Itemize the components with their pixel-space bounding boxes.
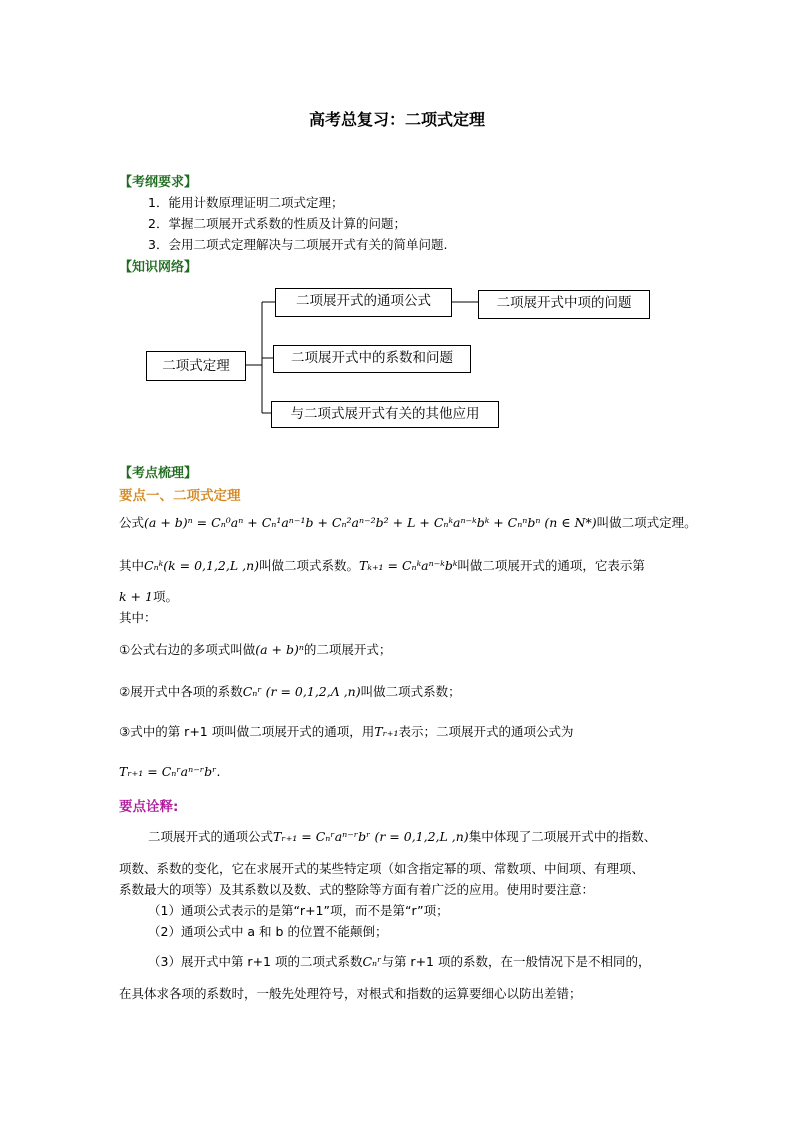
binomial-theorem-formula: 公式(a + b)ⁿ = Cₙ⁰aⁿ + Cₙ¹aⁿ⁻¹b + Cₙ²aⁿ⁻²b² + L + Cₙᵏaⁿ⁻ᵏbᵏ + Cₙⁿbⁿ (n ∈ N*)叫做二项式定理。 — [119, 515, 697, 530]
explain-paragraph-line-2: 项数、系数的变化，它在求展开式的某些特定项（如含指定幂的项、常数项、中间项、有理项、 — [119, 861, 645, 876]
requirement-item-2: 2．掌握二项展开式系数的性质及计算的问题； — [148, 216, 406, 231]
coefficient-definition: 其中Cₙᵏ(k = 0,1,2,L ,n)叫做二项式系数。Tₖ₊₁ = Cₙᵏaⁿ⁻ᵏbᵏ叫做二项展开式的通项，它表示第 — [119, 558, 645, 573]
page-title: 高考总复习：二项式定理 — [308, 110, 485, 129]
tip-3: （3）展开式中第 r+1 项的二项式系数Cₙʳ与第 r+1 项的系数，在一般情况下是不相同的， — [148, 954, 651, 969]
network-branch-other-applications: 与二项式展开式有关的其他应用 — [271, 401, 499, 428]
explain-paragraph-line-1: 二项展开式的通项公式Tᵣ₊₁ = Cₙʳaⁿ⁻ʳbʳ (r = 0,1,2,L ,n)集中体现了二项展开式中的指数、 — [148, 829, 657, 844]
note-3: ③式中的第 r+1 项叫做二项展开式的通项，用Tᵣ₊₁表示；二项展开式的通项公式为 — [119, 724, 574, 739]
network-heading: 【知识网络】 — [119, 260, 198, 275]
network-leaf-term-problems: 二项展开式中项的问题 — [478, 290, 650, 319]
notes-title: 要点诠释: — [119, 799, 179, 815]
explain-paragraph-line-4: 在具体求各项的系数时，一般先处理符号，对根式和指数的运算要细心以防出差错； — [119, 986, 582, 1001]
network-branch-coefficient-sum: 二项展开式中的系数和问题 — [273, 345, 471, 373]
note-1: ①公式右边的多项式叫做(a + b)ⁿ的二项展开式； — [119, 642, 392, 657]
general-term-formula: Tᵣ₊₁ = Cₙʳaⁿ⁻ʳbʳ. — [119, 764, 221, 779]
kth-term-line: k + 1项。 — [119, 589, 178, 604]
among-label: 其中： — [119, 610, 157, 625]
tip-1: （1）通项公式表示的是第“r+1”项，而不是第“r”项； — [148, 903, 449, 918]
requirement-item-1: 1．能用计数原理证明二项式定理； — [148, 195, 344, 210]
requirements-heading: 【考纲要求】 — [119, 175, 198, 190]
network-branch-general-term: 二项展开式的通项公式 — [275, 288, 452, 317]
explain-paragraph-line-3: 系数最大的项等）及其系数以及数、式的整除等方面有着广泛的应用。使用时要注意： — [119, 882, 595, 897]
summary-heading: 【考点梳理】 — [119, 466, 198, 481]
requirement-item-3: 3．会用二项式定理解决与二项展开式有关的简单问题. — [148, 237, 448, 252]
network-root-box: 二项式定理 — [146, 351, 246, 381]
note-2: ②展开式中各项的系数Cₙʳ (r = 0,1,2,Λ ,n)叫做二项式系数； — [119, 684, 461, 699]
key-point-1-title: 要点一、二项式定理 — [119, 488, 241, 504]
tip-2: （2）通项公式中 a 和 b 的位置不能颠倒； — [148, 924, 388, 939]
